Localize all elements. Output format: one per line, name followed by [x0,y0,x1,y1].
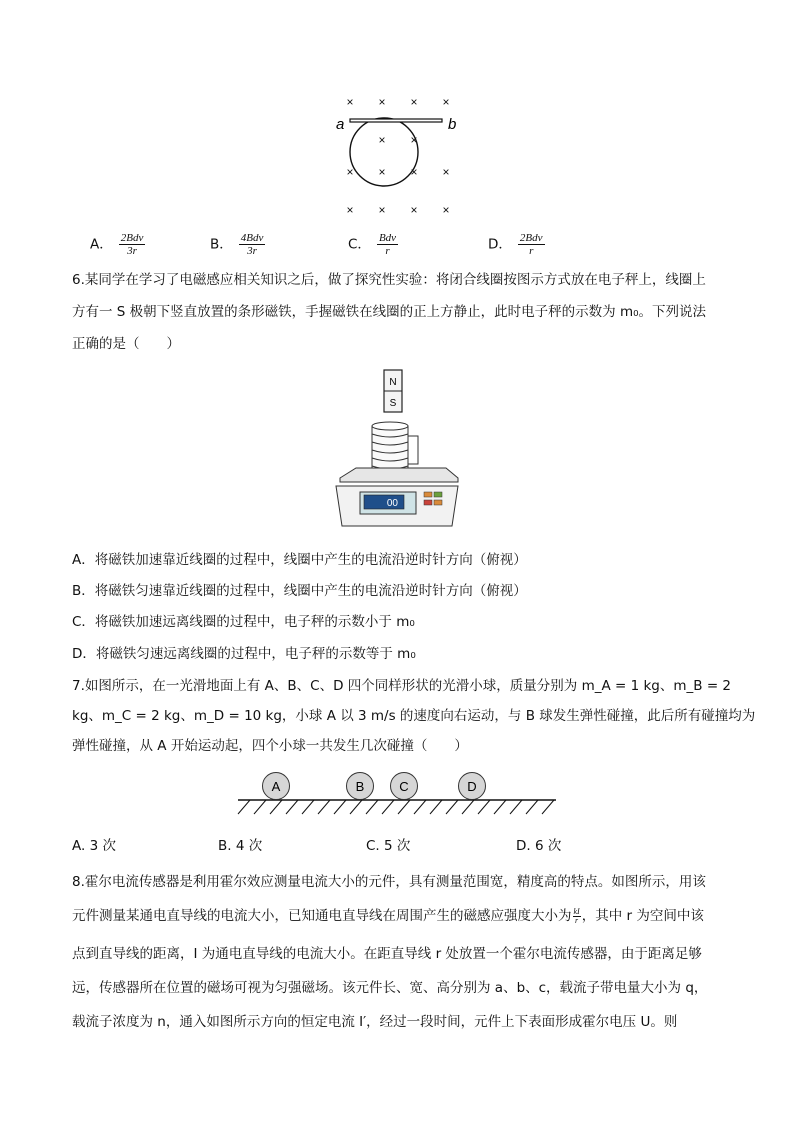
ground-hatch-line [478,800,490,814]
ground-hatch-line [238,800,250,814]
q7-option-a[interactable]: A. 3 次 [72,838,116,854]
ground-hatch-line [542,800,554,814]
ground-hatch-line [462,800,474,814]
ground-hatch-line [318,800,330,814]
q8-line-4: 远，传感器所在位置的磁场可视为匀强磁场。该元件长、宽、高分别为 a、b、c，载流子带电量大小为 q， [72,980,708,996]
ground-hatch-line [286,800,298,814]
magnetic-field-figure [330,92,470,224]
field-cross-mark: × [378,165,386,179]
ground-hatch-line [302,800,314,814]
q6-option-a[interactable]: A．将磁铁加速靠近线圈的过程中，线圈中产生的电流沿逆时针方向（俯视） [72,552,527,568]
field-cross-mark: × [442,203,450,217]
q7-line-3: 弹性碰撞，从 A 开始运动起，四个小球一共发生几次碰撞（ ） [72,738,468,754]
ground-hatch-line [254,800,266,814]
magnet-n-label: N [389,377,397,388]
q6-line-1: 6.某同学在学习了电磁感应相关知识之后，做了探究性实验：将闭合线圈按图示方式放在电子秤上，线圈上 [72,272,706,288]
q7-option-b[interactable]: B. 4 次 [218,838,263,854]
ball-c [391,773,418,800]
field-cross-mark: × [346,203,354,217]
rod-ab [350,119,442,122]
q6-option-d[interactable]: D．将磁铁匀速远离线圈的过程中，电子秤的示数等于 m₀ [72,646,416,662]
balls-figure [236,770,558,820]
ground-hatch-line [414,800,426,814]
field-cross-mark: × [410,203,418,217]
field-cross-mark: × [442,95,450,109]
ground-hatch-line [494,800,506,814]
q8-line-1: 8.霍尔电流传感器是利用霍尔效应测量电流大小的元件，具有测量范围宽，精度高的特点。如图所示，用该 [72,874,706,890]
ground-hatch-line [430,800,442,814]
ground-hatch-line [350,800,362,814]
q5-option-a[interactable]: A． $\frac{\text{2Bdv}}{3r}$ [90,232,144,257]
field-cross-mark: × [378,133,386,147]
ground-hatch-line [526,800,538,814]
svg-text:B: B [355,779,365,794]
q5-option-c[interactable]: C． $\frac{\text{Bdv}}{r}$ [348,232,397,257]
ground-hatch-line [446,800,458,814]
q7-option-c[interactable]: C. 5 次 [366,838,411,854]
q7-line-2: kg、m_C = 2 kg、m_D = 10 kg，小球 A 以 3 m/s 的速度向右运动，与 B 球发生弹性碰撞，此后所有碰撞均为 [72,708,756,724]
label-a: a [336,116,345,133]
ball-d [459,773,486,800]
field-cross-mark: × [410,133,418,147]
ball-a [263,773,290,800]
ground-hatch-line [334,800,346,814]
q8-line-5: 载流子浓度为 n，通入如图所示方向的恒定电流 I′，经过一段时间，元件上下表面形成霍尔电压 U。则 [72,1014,678,1030]
ground-hatch-line [398,800,410,814]
ground-hatch-line [366,800,378,814]
coil [372,422,418,470]
svg-text:C: C [399,779,409,794]
ground-hatch-line [382,800,394,814]
scale-platform [340,468,458,482]
q7-line-1: 7.如图所示，在一光滑地面上有 A、B、C、D 四个同样形状的光滑小球，质量分别为 m_A = 1 kg、m_B = 2 [72,678,732,694]
ground-hatch-line [270,800,282,814]
q6-line-2: 方有一 S 极朝下竖直放置的条形磁铁，手握磁铁在线圈的正上方静止，此时电子秤的示数为 m₀。下列说法 [72,304,707,320]
svg-text:D: D [467,779,477,794]
field-cross-mark: × [410,165,418,179]
scale-figure [334,366,464,530]
ground-hatch-line [510,800,522,814]
field-cross-mark: × [378,95,386,109]
q7-option-d[interactable]: D. 6 次 [516,838,562,854]
q5-option-d[interactable]: D． $\frac{\text{2Bdv}}{r}$ [488,232,543,257]
label-b: b [448,116,457,133]
field-cross-mark: × [346,165,354,179]
svg-text:A: A [271,779,281,794]
q6-option-b[interactable]: B．将磁铁匀速靠近线圈的过程中，线圈中产生的电流沿逆时针方向（俯视） [72,583,527,599]
field-cross-mark: × [442,165,450,179]
field-cross-mark: × [410,95,418,109]
q5-option-b[interactable]: B． $\frac{\text{4Bdv}}{3r}$ [210,232,264,257]
q8-line-2: 元件测量某通电直导线的电流大小，已知通电直导线在周围产生的磁感应强度大小为 $\frac{kI}{r}$ ，其中 r 为空间中该 [72,906,704,925]
q6-line-3: 正确的是（ ） [72,336,180,352]
field-cross-mark: × [346,95,354,109]
q8-line-3: 点到直导线的距离，I 为通电直导线的电流大小。在距直导线 r 处放置一个霍尔电流传感器，由于距离足够 [72,946,702,962]
ball-b [347,773,374,800]
q6-option-c[interactable]: C．将磁铁加速远离线圈的过程中，电子秤的示数小于 m₀ [72,614,415,630]
magnet-s-label: S [389,398,397,409]
display-reading: 00 [386,498,398,509]
field-cross-mark: × [378,203,386,217]
